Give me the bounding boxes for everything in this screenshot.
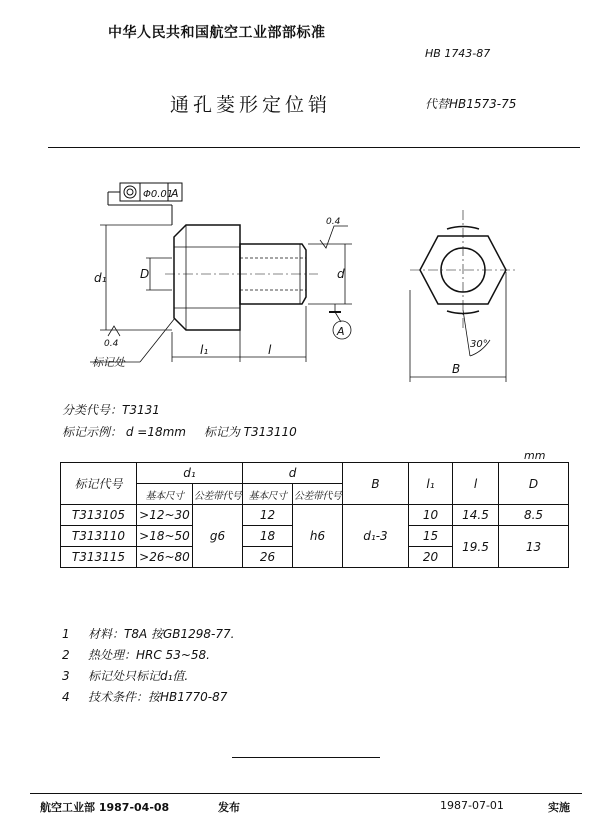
header-d1-basic: 基本尺寸 — [137, 484, 193, 505]
pin-end-view — [410, 210, 516, 382]
cell-l-merged: 19.5 — [453, 526, 499, 568]
header-B: B — [343, 463, 409, 505]
technical-drawing — [60, 170, 580, 400]
cell-d1-tol: g6 — [193, 505, 243, 568]
marking-label: 标记处 — [92, 356, 125, 369]
note-1 — [62, 625, 234, 642]
page-title: 通孔菱形定位销 — [170, 94, 332, 116]
cell-D: 8.5 — [499, 505, 569, 526]
header-d: d — [243, 463, 343, 484]
note-text: 材料：T8A 按GB1298-77. — [88, 627, 235, 641]
footer-issue-label: 发布 — [218, 801, 240, 814]
example-mark: 标记为 T313110 — [203, 425, 297, 439]
cell-l1: 20 — [409, 547, 453, 568]
cell-l1: 15 — [409, 526, 453, 547]
header-D: D — [499, 463, 569, 505]
note-2 — [62, 646, 210, 663]
cell-d-tol: h6 — [293, 505, 343, 568]
end-rule — [232, 757, 380, 758]
note-text: 热处理：HRC 53~58. — [88, 648, 210, 662]
example-label: 标记示例： — [62, 425, 123, 439]
angle-label: 30° — [470, 339, 488, 350]
note-text: 技术条件：按HB1770-87 — [88, 690, 228, 704]
cell-d: 12 — [243, 505, 293, 526]
header-d1-tol: 公差带代号 — [193, 484, 243, 505]
cell-mark: T313110 — [61, 526, 137, 547]
note-3 — [62, 667, 188, 684]
category-code: 分类代号：T3131 — [62, 403, 160, 417]
marking-example — [62, 423, 297, 440]
pin-side-view — [165, 225, 318, 330]
footer-effective-date: 1987-07-01 — [440, 799, 504, 812]
header-rule — [48, 147, 580, 148]
cell-D-merged: 13 — [499, 526, 569, 568]
dim-d1: d₁ — [94, 271, 107, 285]
header-d1: d₁ — [137, 463, 243, 484]
replaces-note: 代替HB1573-75 — [425, 97, 517, 111]
header-l: l — [453, 463, 499, 505]
header-d-basic: 基本尺寸 — [243, 484, 293, 505]
cell-d: 26 — [243, 547, 293, 568]
dim-d: d — [337, 267, 345, 281]
tolerance-value: Φ0.01 — [143, 189, 174, 200]
roughness-top: 0.4 — [326, 217, 341, 227]
datum-A: A — [337, 325, 345, 338]
cell-d1: >12~30 — [137, 505, 193, 526]
roughness-bottom: 0.4 — [104, 339, 119, 349]
tolerance-datum: A — [171, 187, 179, 200]
cell-d: 18 — [243, 526, 293, 547]
note-4 — [62, 688, 227, 705]
spec-table — [60, 462, 569, 568]
dim-l1: l₁ — [200, 343, 209, 357]
cell-d1: >26~80 — [137, 547, 193, 568]
cell-d1: >18~50 — [137, 526, 193, 547]
footer-issuer: 航空工业部 1987-04-08 — [40, 801, 170, 814]
standard-code: HB 1743-87 — [425, 47, 491, 60]
header-d-tol: 公差带代号 — [293, 484, 343, 505]
note-text: 标记处只标记d₁值. — [88, 669, 189, 683]
cell-B: d₁-3 — [343, 505, 409, 568]
unit-label: mm — [524, 449, 546, 462]
note-num: 3 — [62, 669, 70, 683]
dimensions — [90, 217, 352, 369]
note-num: 4 — [62, 690, 70, 704]
footer-effective-label: 实施 — [548, 801, 570, 814]
cell-l: 14.5 — [453, 505, 499, 526]
cell-mark: T313105 — [61, 505, 137, 526]
tolerance-frame — [108, 183, 182, 225]
note-num: 1 — [62, 627, 70, 641]
cell-l1: 10 — [409, 505, 453, 526]
dim-D: D — [140, 267, 150, 281]
example-value: d =18mm — [125, 425, 186, 439]
note-num: 2 — [62, 648, 70, 662]
cell-mark: T313115 — [61, 547, 137, 568]
dim-B: B — [452, 362, 461, 376]
header-l1: l₁ — [409, 463, 453, 505]
standard-org: 中华人民共和国航空工业部部标准 — [108, 25, 326, 41]
footer-rule — [30, 793, 582, 794]
dim-l: l — [268, 343, 272, 357]
header-mark: 标记代号 — [61, 463, 137, 505]
table-row — [61, 505, 569, 526]
